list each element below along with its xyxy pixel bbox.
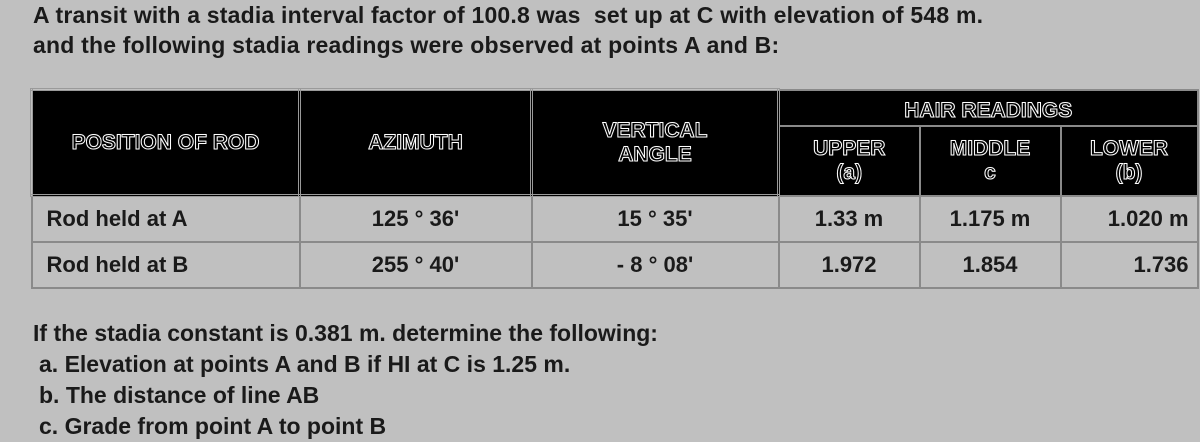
- header-vertical-line2: ANGLE: [618, 142, 692, 166]
- header-middle-label: MIDDLE: [949, 136, 1031, 160]
- table-row: [32, 242, 1198, 288]
- header-hair-readings-label: HAIR READINGS: [904, 98, 1073, 122]
- cell-lower: 1.736: [1061, 242, 1198, 288]
- cell-upper: 1.33 m: [779, 196, 920, 243]
- header-lower: [1061, 126, 1198, 196]
- table-row: [32, 196, 1198, 243]
- header-middle: [920, 126, 1061, 196]
- header-lower-label: LOWER: [1089, 136, 1169, 160]
- cell-upper: 1.972: [779, 242, 920, 288]
- cell-lower: 1.020 m: [1061, 196, 1198, 243]
- cell-azimuth: 125 ° 36': [300, 196, 532, 243]
- header-middle-sub: c: [984, 160, 996, 184]
- cell-position: Rod held at A: [32, 196, 300, 243]
- header-position-label: POSITION OF ROD: [71, 130, 260, 154]
- header-upper-sub: (a): [836, 160, 863, 184]
- header-upper: [779, 126, 920, 196]
- cell-vertical-angle: 15 ° 35': [532, 196, 779, 243]
- header-vertical-line1: VERTICAL: [602, 118, 708, 142]
- question-c: c. Grade from point A to point B: [39, 413, 387, 439]
- header-hair-readings: [779, 90, 1198, 126]
- header-position-of-rod: [32, 90, 300, 196]
- header-azimuth-label: AZIMUTH: [368, 130, 463, 154]
- cell-azimuth: 255 ° 40': [300, 242, 532, 288]
- problem-line-2: and the following stadia readings were observed at points A and B:: [33, 32, 780, 58]
- header-upper-label: UPPER: [813, 136, 886, 160]
- stadia-readings-table: [30, 88, 1199, 289]
- cell-position: Rod held at B: [32, 242, 300, 288]
- cell-vertical-angle: - 8 ° 08': [532, 242, 779, 288]
- question-b: b. The distance of line AB: [39, 382, 320, 408]
- cell-middle: 1.175 m: [920, 196, 1061, 243]
- problem-line-1: A transit with a stadia interval factor of 100.8 was set up at C with elevation of 548 m.: [33, 2, 984, 28]
- question-a: a. Elevation at points A and B if HI at C is 1.25 m.: [39, 351, 571, 377]
- problem-statement: [33, 0, 983, 60]
- cell-middle: 1.854: [920, 242, 1061, 288]
- header-azimuth: [300, 90, 532, 196]
- questions-block: [33, 318, 658, 442]
- questions-intro: If the stadia constant is 0.381 m. determine the following:: [33, 320, 658, 346]
- header-vertical-angle: [532, 90, 779, 196]
- header-lower-sub: (b): [1115, 160, 1143, 184]
